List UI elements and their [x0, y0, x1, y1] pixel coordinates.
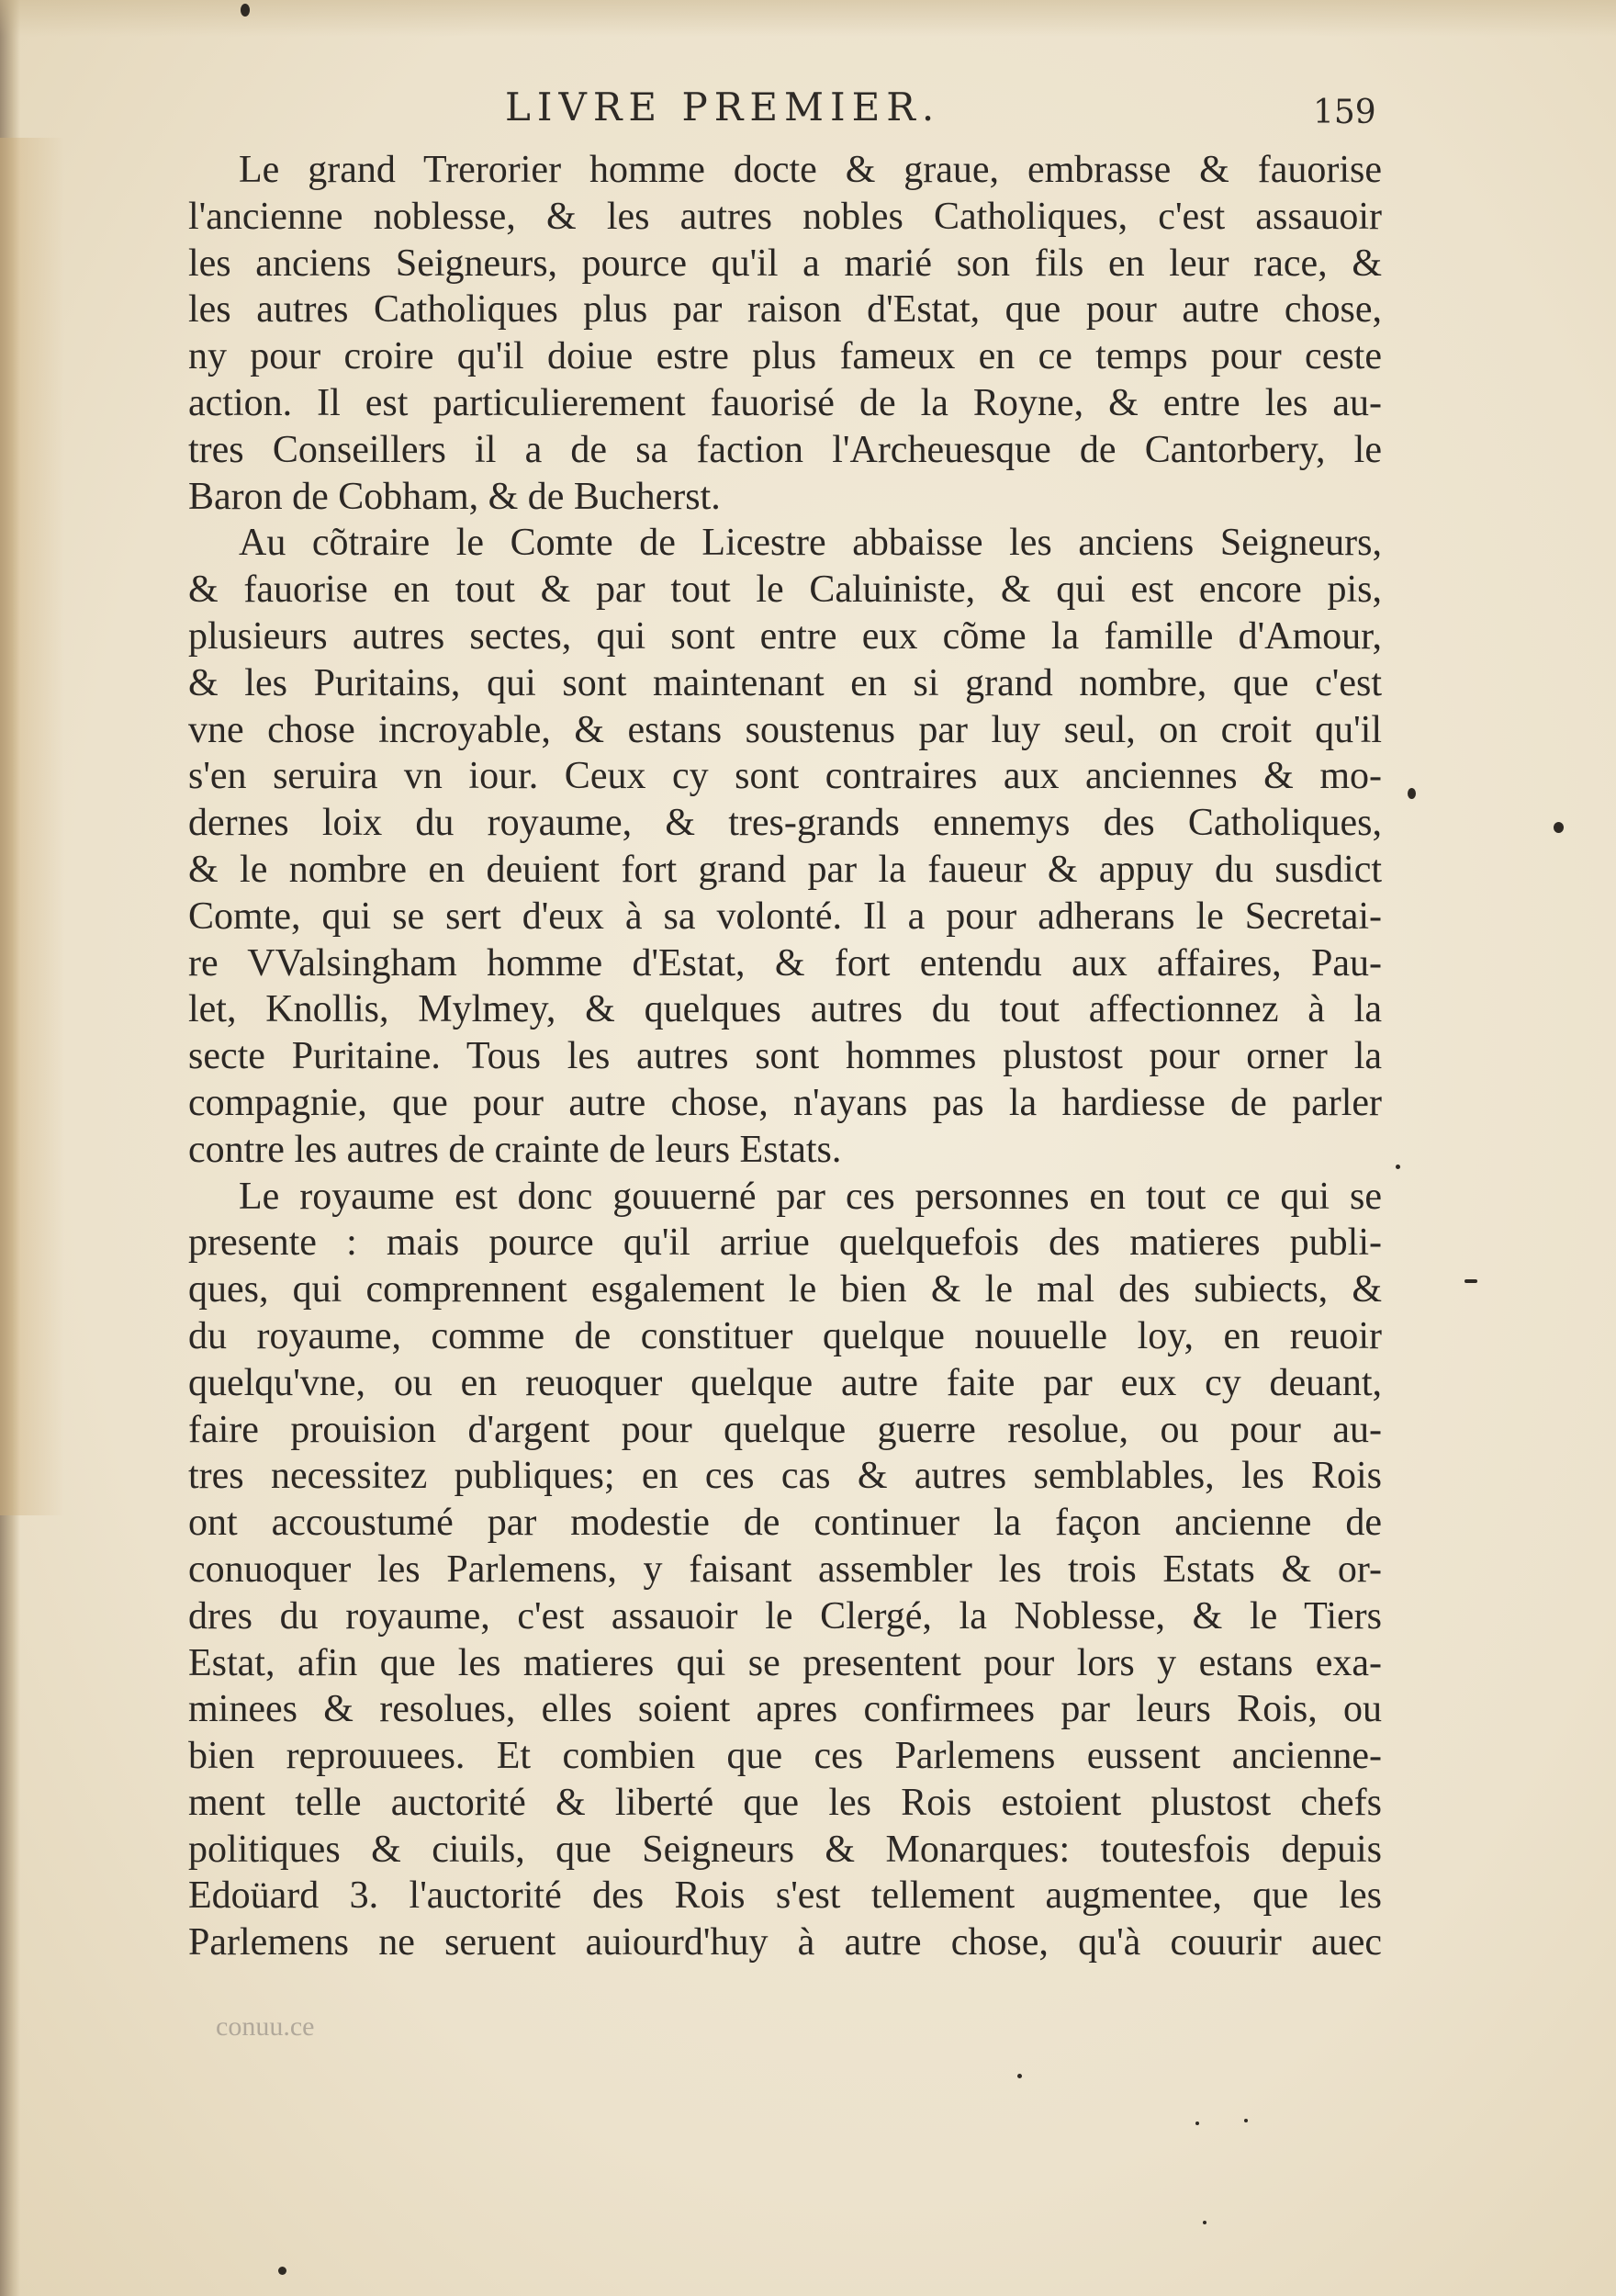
text-line: ny pour croire qu'il doiue estre plus fameux en ce temps pour ceste [188, 335, 1382, 378]
text-line: Parlemens ne seruent auiourd'huy à autre chose, qu'à couurir auec [188, 1921, 1382, 1964]
text-line: & le nombre en deuient fort grand par la faueur & appuy du susdict [188, 848, 1382, 891]
text-line: s'en seruira vn iour. Ceux cy sont contraires aux anciennes & mo- [188, 755, 1382, 798]
text-line: Le grand Trerorier homme docte & graue, embrasse & fauorise [239, 149, 1382, 191]
text-line: Le royaume est donc gouuerné par ces personnes en tout ce qui se [239, 1175, 1382, 1218]
text-line: l'ancienne noblesse, & les autres nobles Catholiques, c'est assauoir [188, 195, 1382, 238]
text-line: tres necessitez publiques; en ces cas & autres semblables, les Rois [188, 1455, 1382, 1498]
text-line: Edoüard 3. l'auctorité des Rois s'est tellement augmentee, que les [188, 1874, 1382, 1918]
ink-speck [1244, 2119, 1248, 2122]
text-line: conuoquer les Parlemens, y faisant assembler les trois Estats & or- [188, 1548, 1382, 1591]
ink-speck [1203, 2221, 1206, 2224]
text-line: & fauorise en tout & par tout le Caluiniste, & qui est encore pis, [188, 568, 1382, 612]
text-line: Au cõtraire le Comte de Licestre abbaisse les anciens Seigneurs, [239, 522, 1382, 565]
text-line: quelqu'vne, ou en reuoquer quelque autre faite par eux cy deuant, [188, 1361, 1382, 1404]
text-line: ont accoustumé par modestie de continuer la façon ancienne de [188, 1502, 1382, 1545]
ink-speck [1396, 1165, 1400, 1169]
ink-speck [1017, 2074, 1022, 2078]
text-line: contre les autres de crainte de leurs Estats. [188, 1128, 842, 1171]
text-line: Comte, qui se sert d'eux à sa volonté. Il a pour adherans le Secretai- [188, 895, 1382, 938]
text-line: secte Puritaine. Tous les autres sont hommes plustost pour orner la [188, 1035, 1382, 1078]
ink-speck [1554, 822, 1564, 833]
catchword: conuu.ce [216, 2011, 315, 2042]
ink-speck [278, 2267, 286, 2275]
ink-speck [1408, 788, 1416, 799]
text-line: Estat, afin que les matieres qui se presentent pour lors y estans exa- [188, 1641, 1382, 1684]
text-line: dres du royaume, c'est assauoir le Clergé, la Noblesse, & le Tiers [188, 1594, 1382, 1638]
text-line: compagnie, que pour autre chose, n'ayans pas la hardiesse de parler [188, 1081, 1382, 1124]
text-line: action. Il est particulierement fauorisé de la Royne, & entre les au- [188, 381, 1382, 424]
text-line: faire prouision d'argent pour quelque guerre resolue, ou pour au- [188, 1408, 1382, 1451]
ink-speck [241, 4, 250, 17]
page-number: 159 [1313, 94, 1376, 131]
text-line: ques, qui comprennent esgalement le bien & le mal des subiects, & [188, 1268, 1382, 1311]
ink-speck [1195, 2122, 1199, 2125]
body-text [188, 147, 1382, 1966]
page-header [230, 84, 1432, 140]
text-line: & les Puritains, qui sont maintenant en si grand nombre, que c'est [188, 661, 1382, 704]
text-line: presente : mais pource qu'il arriue quelquefois des matieres publi- [188, 1221, 1382, 1265]
text-line: tres Conseillers il a de sa faction l'Archeuesque de Cantorbery, le [188, 428, 1382, 471]
text-line: les autres Catholiques plus par raison d'Estat, que pour autre chose, [188, 288, 1382, 332]
text-line: vne chose incroyable, & estans soustenus par luy seul, on croit qu'il [188, 708, 1382, 751]
text-line: bien reprouuees. Et combien que ces Parlemens eussent ancienne- [188, 1735, 1382, 1778]
text-line: les anciens Seigneurs, pource qu'il a marié son fils en leur race, & [188, 242, 1382, 285]
text-line: ment telle auctorité & liberté que les Rois estoient plustost chefs [188, 1781, 1382, 1824]
text-line: politiques & ciuils, que Seigneurs & Monarques: toutesfois depuis [188, 1828, 1382, 1871]
text-line: minees & resolues, elles soient apres confirmees par leurs Rois, ou [188, 1688, 1382, 1731]
text-line: re VValsingham homme d'Estat, & fort entendu aux affaires, Pau- [188, 941, 1382, 985]
text-line: plusieurs autres sectes, qui sont entre eux cõme la famille d'Amour, [188, 614, 1382, 658]
paper-stain [0, 138, 64, 1515]
text-line: let, Knollis, Mylmey, & quelques autres du tout affectionnez à la [188, 988, 1382, 1031]
text-line: dernes loix du royaume, & tres-grands ennemys des Catholiques, [188, 802, 1382, 845]
running-title: LIVRE PREMIER. [505, 84, 941, 129]
text-line: du royaume, comme de constituer quelque nouuelle loy, en reuoir [188, 1314, 1382, 1357]
text-line: Baron de Cobham, & de Bucherst. [188, 475, 721, 518]
ink-speck [1464, 1279, 1477, 1283]
